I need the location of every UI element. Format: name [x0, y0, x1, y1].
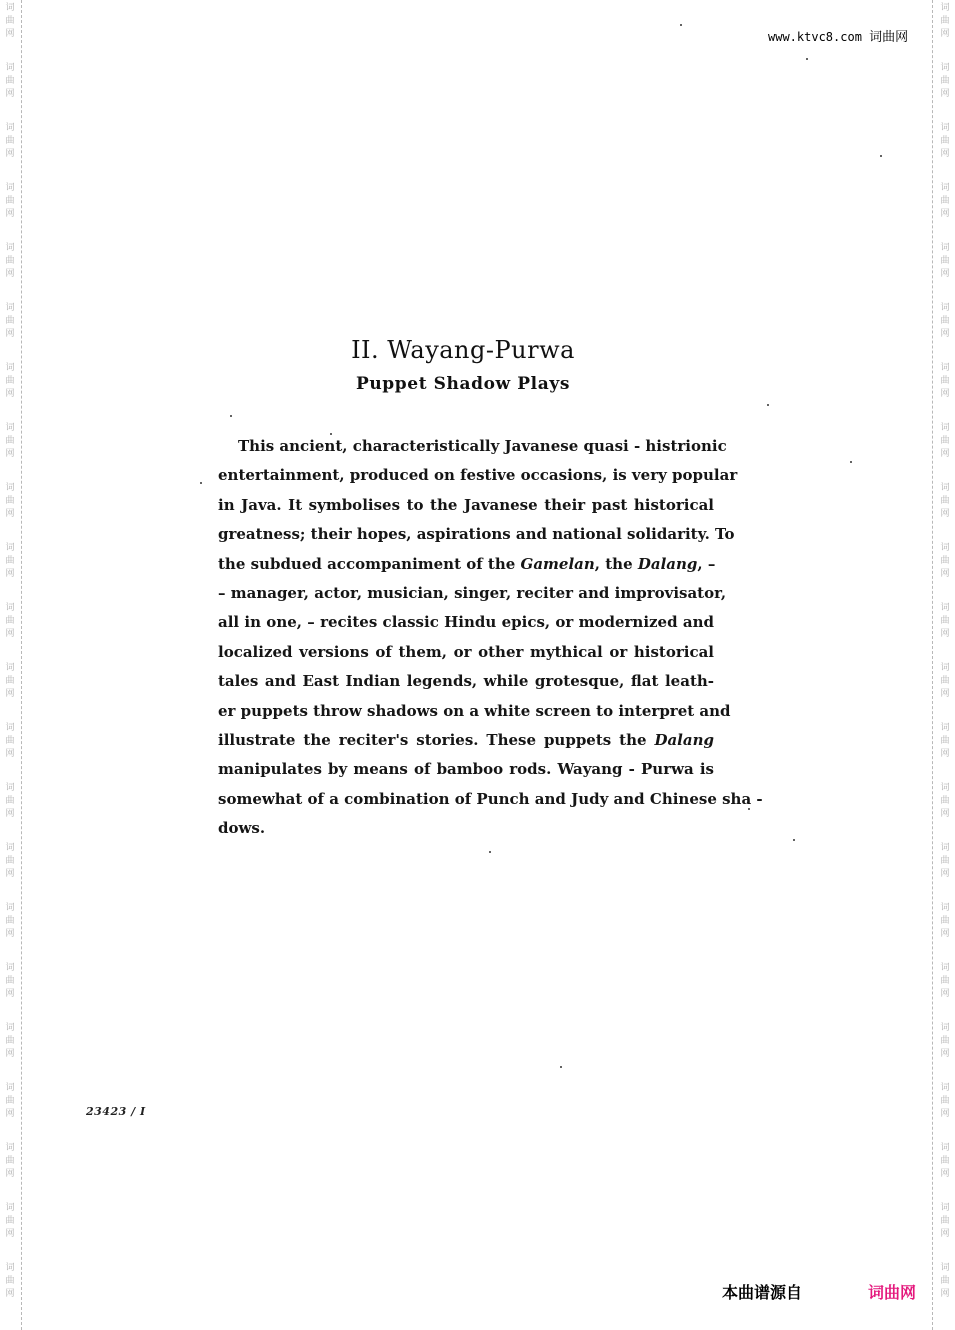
watermark-char: 曲 — [940, 196, 950, 206]
watermark-char: 网 — [940, 389, 950, 399]
watermark-unit — [3, 902, 17, 941]
watermark-char: 曲 — [940, 256, 950, 266]
footer-source-label: 本曲谱源自 — [722, 1283, 803, 1302]
scan-speck — [767, 404, 769, 406]
watermark-char: 曲 — [5, 976, 15, 986]
watermark-char: 词 — [5, 783, 15, 793]
watermark-unit — [938, 1202, 952, 1241]
scan-speck — [230, 415, 232, 417]
watermark-char: 词 — [940, 603, 950, 613]
watermark-unit — [3, 962, 17, 1001]
watermark-char: 词 — [940, 1143, 950, 1153]
watermark-char: 词 — [940, 123, 950, 133]
watermark-char: 词 — [940, 243, 950, 253]
watermark-char: 网 — [940, 329, 950, 339]
watermark-unit — [938, 242, 952, 281]
scan-speck — [489, 851, 491, 853]
header-site-url: www.ktvc8.com — [768, 30, 862, 44]
text-line: dows. — [218, 819, 266, 838]
watermark-char: 网 — [940, 989, 950, 999]
watermark-char: 网 — [5, 809, 15, 819]
watermark-char: 网 — [5, 449, 15, 459]
watermark-char: 网 — [940, 1169, 950, 1179]
text-line: entertainment, produced on festive occasions, is very popular — [218, 466, 738, 485]
watermark-char: 网 — [5, 869, 15, 879]
watermark-char: 曲 — [5, 796, 15, 806]
watermark-char: 网 — [5, 1289, 15, 1299]
watermark-char: 词 — [940, 423, 950, 433]
watermark-char: 曲 — [940, 796, 950, 806]
watermark-char: 网 — [5, 1229, 15, 1239]
watermark-unit — [938, 542, 952, 581]
watermark-char: 词 — [940, 543, 950, 553]
watermark-unit — [938, 62, 952, 101]
watermark-char: 曲 — [940, 376, 950, 386]
watermark-char: 词 — [5, 423, 15, 433]
watermark-char: 网 — [5, 1169, 15, 1179]
watermark-unit — [938, 1022, 952, 1061]
watermark-char: 曲 — [5, 256, 15, 266]
watermark-char: 曲 — [5, 496, 15, 506]
watermark-unit — [938, 662, 952, 701]
watermark-char: 网 — [5, 209, 15, 219]
scan-speck — [200, 482, 202, 484]
watermark-char: 曲 — [940, 1276, 950, 1286]
watermark-unit — [3, 2, 17, 41]
watermark-char: 网 — [5, 269, 15, 279]
watermark-char: 网 — [940, 809, 950, 819]
scan-speck — [330, 433, 332, 435]
watermark-char: 曲 — [5, 316, 15, 326]
watermark-unit — [3, 1262, 17, 1301]
watermark-unit — [938, 122, 952, 161]
watermark-char: 网 — [940, 929, 950, 939]
watermark-unit — [3, 122, 17, 161]
watermark-char: 网 — [5, 149, 15, 159]
watermark-unit — [938, 362, 952, 401]
watermark-char: 曲 — [940, 1036, 950, 1046]
watermark-char: 曲 — [5, 196, 15, 206]
watermark-char: 词 — [940, 783, 950, 793]
watermark-char: 词 — [5, 123, 15, 133]
page-subtitle: Puppet Shadow Plays — [355, 374, 571, 394]
text-line: in Java. It symbolises to the Javanese their past historical — [218, 495, 714, 514]
watermark-char: 词 — [5, 1143, 15, 1153]
watermark-char: 曲 — [940, 1096, 950, 1106]
watermark-char: 词 — [5, 1023, 15, 1033]
watermark-char: 网 — [5, 569, 15, 579]
scan-speck — [793, 839, 795, 841]
watermark-char: 曲 — [940, 976, 950, 986]
text-line: somewhat of a combination of Punch and Judy and Chinese sha - — [218, 789, 763, 808]
text-line: – manager, actor, musician, singer, reciter and improvisator, — [218, 583, 727, 602]
watermark-char: 词 — [5, 543, 15, 553]
watermark-char: 网 — [940, 1049, 950, 1059]
watermark-char: 曲 — [5, 1036, 15, 1046]
watermark-char: 词 — [940, 843, 950, 853]
scan-speck — [560, 1066, 562, 1068]
italic-term-dalang: Dalang — [654, 730, 714, 749]
watermark-char: 网 — [940, 509, 950, 519]
scan-speck — [880, 155, 882, 157]
watermark-unit — [3, 662, 17, 701]
watermark-char: 词 — [940, 303, 950, 313]
watermark-unit — [938, 422, 952, 461]
text-segment: the subdued accompaniment of the — [218, 554, 521, 573]
watermark-char: 曲 — [5, 676, 15, 686]
watermark-char: 曲 — [5, 436, 15, 446]
watermark-char: 网 — [940, 29, 950, 39]
watermark-unit — [3, 242, 17, 281]
watermark-unit — [3, 722, 17, 761]
watermark-char: 曲 — [940, 316, 950, 326]
watermark-char: 词 — [940, 363, 950, 373]
watermark-char: 词 — [940, 663, 950, 673]
watermark-char: 曲 — [5, 856, 15, 866]
watermark-unit — [3, 602, 17, 641]
text-line: This ancient, characteristically Javanese quasi - histrionic — [238, 437, 727, 455]
text-line: localized versions of them, or other mythical or historical — [218, 642, 714, 661]
watermark-char: 网 — [5, 29, 15, 39]
text-line: tales and East Indian legends, while grotesque, flat leath- — [218, 672, 714, 691]
watermark-char: 曲 — [5, 376, 15, 386]
watermark-char: 曲 — [940, 1216, 950, 1226]
watermark-char: 词 — [5, 243, 15, 253]
watermark-char: 曲 — [940, 436, 950, 446]
watermark-unit — [938, 2, 952, 41]
text-segment: illustrate the reciter's stories. These puppets the — [218, 730, 655, 749]
watermark-char: 词 — [940, 1023, 950, 1033]
text-line — [218, 550, 714, 579]
watermark-char: 词 — [5, 963, 15, 973]
footer-brand-link[interactable]: 词曲网 — [868, 1283, 917, 1302]
watermark-char: 曲 — [940, 136, 950, 146]
watermark-char: 词 — [940, 483, 950, 493]
text-line: greatness; their hopes, aspirations and national solidarity. To — [218, 525, 735, 544]
watermark-unit — [3, 542, 17, 581]
watermark-char: 曲 — [5, 1216, 15, 1226]
watermark-char: 网 — [5, 629, 15, 639]
watermark-char: 网 — [940, 1109, 950, 1119]
italic-term-gamelan: Gamelan — [520, 554, 595, 573]
watermark-char: 网 — [5, 1109, 15, 1119]
watermark-char: 曲 — [5, 136, 15, 146]
watermark-unit — [3, 62, 17, 101]
watermark-char: 曲 — [5, 616, 15, 626]
text-line — [218, 726, 714, 755]
left-watermark-column — [3, 0, 17, 1330]
watermark-char: 词 — [940, 903, 950, 913]
watermark-char: 曲 — [5, 556, 15, 566]
watermark-char: 曲 — [5, 1276, 15, 1286]
watermark-char: 曲 — [5, 16, 15, 26]
text-line: manipulates by means of bamboo rods. Wayang - Purwa is — [218, 760, 714, 779]
watermark-unit — [3, 182, 17, 221]
page-title: II. Wayang-Purwa — [351, 336, 575, 364]
watermark-char: 词 — [5, 3, 15, 13]
text-line: er puppets throw shadows on a white screen to interpret and — [218, 701, 731, 720]
watermark-char: 词 — [940, 3, 950, 13]
watermark-char: 词 — [5, 183, 15, 193]
watermark-unit — [938, 1142, 952, 1181]
watermark-char: 词 — [5, 903, 15, 913]
scan-speck — [806, 58, 808, 60]
watermark-char: 词 — [940, 1203, 950, 1213]
watermark-unit — [3, 1022, 17, 1061]
left-dashed-border — [21, 0, 22, 1330]
watermark-char: 曲 — [940, 496, 950, 506]
watermark-char: 词 — [5, 603, 15, 613]
watermark-unit — [938, 1082, 952, 1121]
watermark-char: 曲 — [5, 1156, 15, 1166]
watermark-char: 网 — [940, 749, 950, 759]
watermark-char: 曲 — [940, 856, 950, 866]
watermark-unit — [3, 842, 17, 881]
watermark-char: 词 — [5, 723, 15, 733]
watermark-unit — [938, 302, 952, 341]
watermark-unit — [938, 842, 952, 881]
watermark-char: 曲 — [940, 916, 950, 926]
watermark-char: 词 — [5, 363, 15, 373]
watermark-unit — [938, 602, 952, 641]
text-line: all in one, – recites classic Hindu epics, or modernized and — [218, 613, 714, 632]
watermark-unit — [3, 422, 17, 461]
watermark-char: 曲 — [940, 16, 950, 26]
watermark-char: 网 — [5, 89, 15, 99]
watermark-char: 曲 — [940, 676, 950, 686]
watermark-char: 网 — [5, 689, 15, 699]
scan-speck — [680, 24, 682, 26]
watermark-char: 词 — [5, 63, 15, 73]
watermark-char: 词 — [5, 483, 15, 493]
header-site — [768, 26, 908, 45]
watermark-char: 词 — [5, 1203, 15, 1213]
watermark-char: 曲 — [940, 736, 950, 746]
right-watermark-column — [938, 0, 952, 1330]
watermark-char: 词 — [940, 963, 950, 973]
italic-term-dalang: Dalang — [637, 554, 698, 573]
scan-speck — [850, 461, 852, 463]
header-site-name: 词曲网 — [869, 30, 909, 45]
watermark-char: 网 — [940, 629, 950, 639]
watermark-char: 曲 — [5, 736, 15, 746]
watermark-unit — [938, 722, 952, 761]
right-dashed-border — [932, 0, 933, 1330]
watermark-char: 曲 — [940, 76, 950, 86]
watermark-char: 网 — [940, 269, 950, 279]
watermark-char: 词 — [5, 1263, 15, 1273]
text-segment: , the — [594, 554, 638, 573]
watermark-char: 网 — [940, 689, 950, 699]
watermark-char: 网 — [5, 749, 15, 759]
watermark-char: 曲 — [940, 616, 950, 626]
watermark-char: 曲 — [940, 1156, 950, 1166]
watermark-char: 词 — [940, 723, 950, 733]
watermark-char: 曲 — [940, 556, 950, 566]
watermark-char: 曲 — [5, 916, 15, 926]
watermark-char: 网 — [940, 449, 950, 459]
watermark-unit — [3, 1202, 17, 1241]
watermark-char: 词 — [940, 63, 950, 73]
watermark-char: 曲 — [5, 76, 15, 86]
watermark-char: 网 — [940, 1289, 950, 1299]
watermark-char: 词 — [940, 1263, 950, 1273]
watermark-unit — [3, 1082, 17, 1121]
watermark-unit — [3, 482, 17, 521]
watermark-char: 词 — [940, 1083, 950, 1093]
watermark-char: 词 — [5, 303, 15, 313]
text-segment: , – — [697, 554, 716, 573]
watermark-char: 网 — [940, 149, 950, 159]
watermark-char: 网 — [5, 1049, 15, 1059]
watermark-unit — [938, 182, 952, 221]
watermark-char: 网 — [940, 1229, 950, 1239]
watermark-char: 曲 — [5, 1096, 15, 1106]
watermark-char: 词 — [5, 1083, 15, 1093]
watermark-char: 词 — [5, 843, 15, 853]
watermark-unit — [938, 782, 952, 821]
watermark-unit — [938, 482, 952, 521]
watermark-char: 网 — [5, 989, 15, 999]
catalog-number: 23423 / I — [86, 1105, 146, 1118]
watermark-char: 网 — [5, 509, 15, 519]
watermark-char: 网 — [5, 389, 15, 399]
watermark-char: 网 — [5, 929, 15, 939]
watermark-char: 网 — [940, 569, 950, 579]
watermark-unit — [938, 902, 952, 941]
watermark-unit — [938, 1262, 952, 1301]
scan-speck — [748, 808, 750, 810]
watermark-unit — [3, 782, 17, 821]
watermark-char: 网 — [940, 869, 950, 879]
watermark-char: 网 — [5, 329, 15, 339]
body-paragraph — [218, 432, 763, 843]
watermark-unit — [938, 962, 952, 1001]
watermark-unit — [3, 1142, 17, 1181]
watermark-char: 网 — [940, 209, 950, 219]
watermark-char: 词 — [940, 183, 950, 193]
watermark-char: 词 — [5, 663, 15, 673]
watermark-char: 网 — [940, 89, 950, 99]
